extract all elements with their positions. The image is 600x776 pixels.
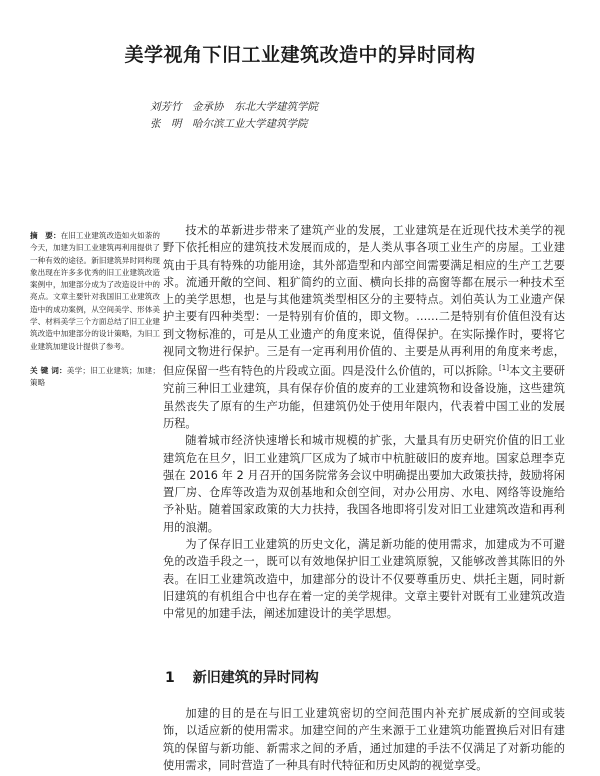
author-names: 刘芳竹 金承协 [150, 101, 224, 113]
section-number: 1 [165, 670, 175, 686]
abstract-body [30, 230, 160, 353]
paragraph-3: 为了保存旧工业建筑的历史文化，满足新功能的使用需求，加建成为不可避免的改造手段之一，既可以有效地保护旧工业建筑原貌，又能够改善其陈旧的外表。在旧工业建筑改造中，加建部分的设计不仅要尊重历史、烘托主题，同时新旧建筑的有机组合中也存在着一定的美学规律。文章主要针对既有工业建筑改造中常见的加建手法，阐述加建设计的美学思想。 [163, 538, 565, 621]
section-title: 新旧建筑的异时同构 [192, 670, 319, 686]
paper-title: 美学视角下旧工业建筑改造中的异时同构 [124, 44, 476, 66]
author-affiliation: 东北大学建筑学院 [234, 101, 318, 113]
author-line-2 [150, 116, 318, 133]
keywords-text: 美学；旧工业建筑；加建；策略 [30, 365, 160, 388]
keywords-label: 关 键 词： [30, 365, 67, 375]
abstract-label: 摘 要： [30, 231, 61, 240]
citation-ref[interactable]: [1] [499, 364, 509, 373]
section-heading [165, 667, 319, 687]
author-affiliation: 哈尔滨工业大学建筑学院 [192, 118, 308, 130]
abstract [30, 230, 160, 390]
paragraph-1-text: 技术的革新进步带来了建筑产业的发展，工业建筑是在近现代技术美学的视野下依托相应的建筑技术发展而成的，是人类从事各项工业生产的房屋。工业建筑由于具有特殊的功能用途，其外部造型和内部空间需要满足相应的生产工艺要求。流通开敞的空间、粗犷简约的立面、横向长排的高窗等都在展示一种技术至上的美学思想，也是与其他建筑类型相区分的主要特点。刘伯英认为工业遗产保护主要有四种类型：一是特别有价值的，即文物。……二是特别有价值但没有达到文物标准的，可是从工业遗产的角度来说，值得保护。在实际操作时，要将它视同文物进行保护。三是有一定再利用价值的、主要是从再利用的角度来考虑，但应保留一些有特色的片段或立面。四是没什么价值的，可以拆除。 [163, 224, 565, 379]
author-line-1 [150, 99, 318, 116]
paragraph-1 [163, 222, 565, 432]
section-body [163, 705, 565, 774]
abstract-text: 在旧工业建筑改造如火如荼的今天，加建为旧工业建筑再利用提供了一种有效的途径。新旧建筑异时同构现象出现在许多多优秀的旧工业建筑改造案例中，加建部分成为了改造设计中的亮点。文章主要针对我国旧工业建筑改造中的成功案例，从空间美学、形体美学、材料美学三个方面总结了旧工业建筑改造中加建部分的设计策略，为旧工业建筑加建设计提供了参考。 [30, 231, 161, 351]
paragraph-1-tail: 本文主要研究前三种旧工业建筑，具有保存价值的废弃的工业建筑物和设备设施，这些建筑虽然丧失了原有的生产功能，但建筑仍处于使用年限内，代表着中国工业的发展历程。 [163, 365, 565, 430]
author-block [150, 99, 318, 133]
paragraph-2: 随着城市经济快速增长和城市规模的扩张，大量具有历史研究价值的旧工业建筑危在旦夕，旧工业建筑厂区成为了城市中杭脏破旧的废弃地。国家总理李克强在 2016 年 2 月召开的国务院常务会议中明确提出要加大政策扶持，鼓励将闲置厂房、仓库等改造为双创基地和众创空间，对办公用房、水电、网络等设施给予补贴。随着国家政策的大力扶持，我国各地即将引发对旧工业建筑改造和再利用的浪潮。 [163, 434, 565, 534]
author-names: 张 明 [150, 118, 182, 130]
section-paragraph: 加建的目的是在与旧工业建筑密切的空间范围内补充扩展成新的空间或装饰，以适应新的使用需求。加建空间的产生来源于工业建筑功能置换后对旧有建筑的保留与新功能、新需求之间的矛盾，通过加建的手法不仅满足了对新功能的使用需求，同时营造了一种具有时代特征和历史风韵的视觉享受。 [163, 707, 565, 772]
keywords [30, 365, 160, 390]
body-text [163, 222, 565, 623]
